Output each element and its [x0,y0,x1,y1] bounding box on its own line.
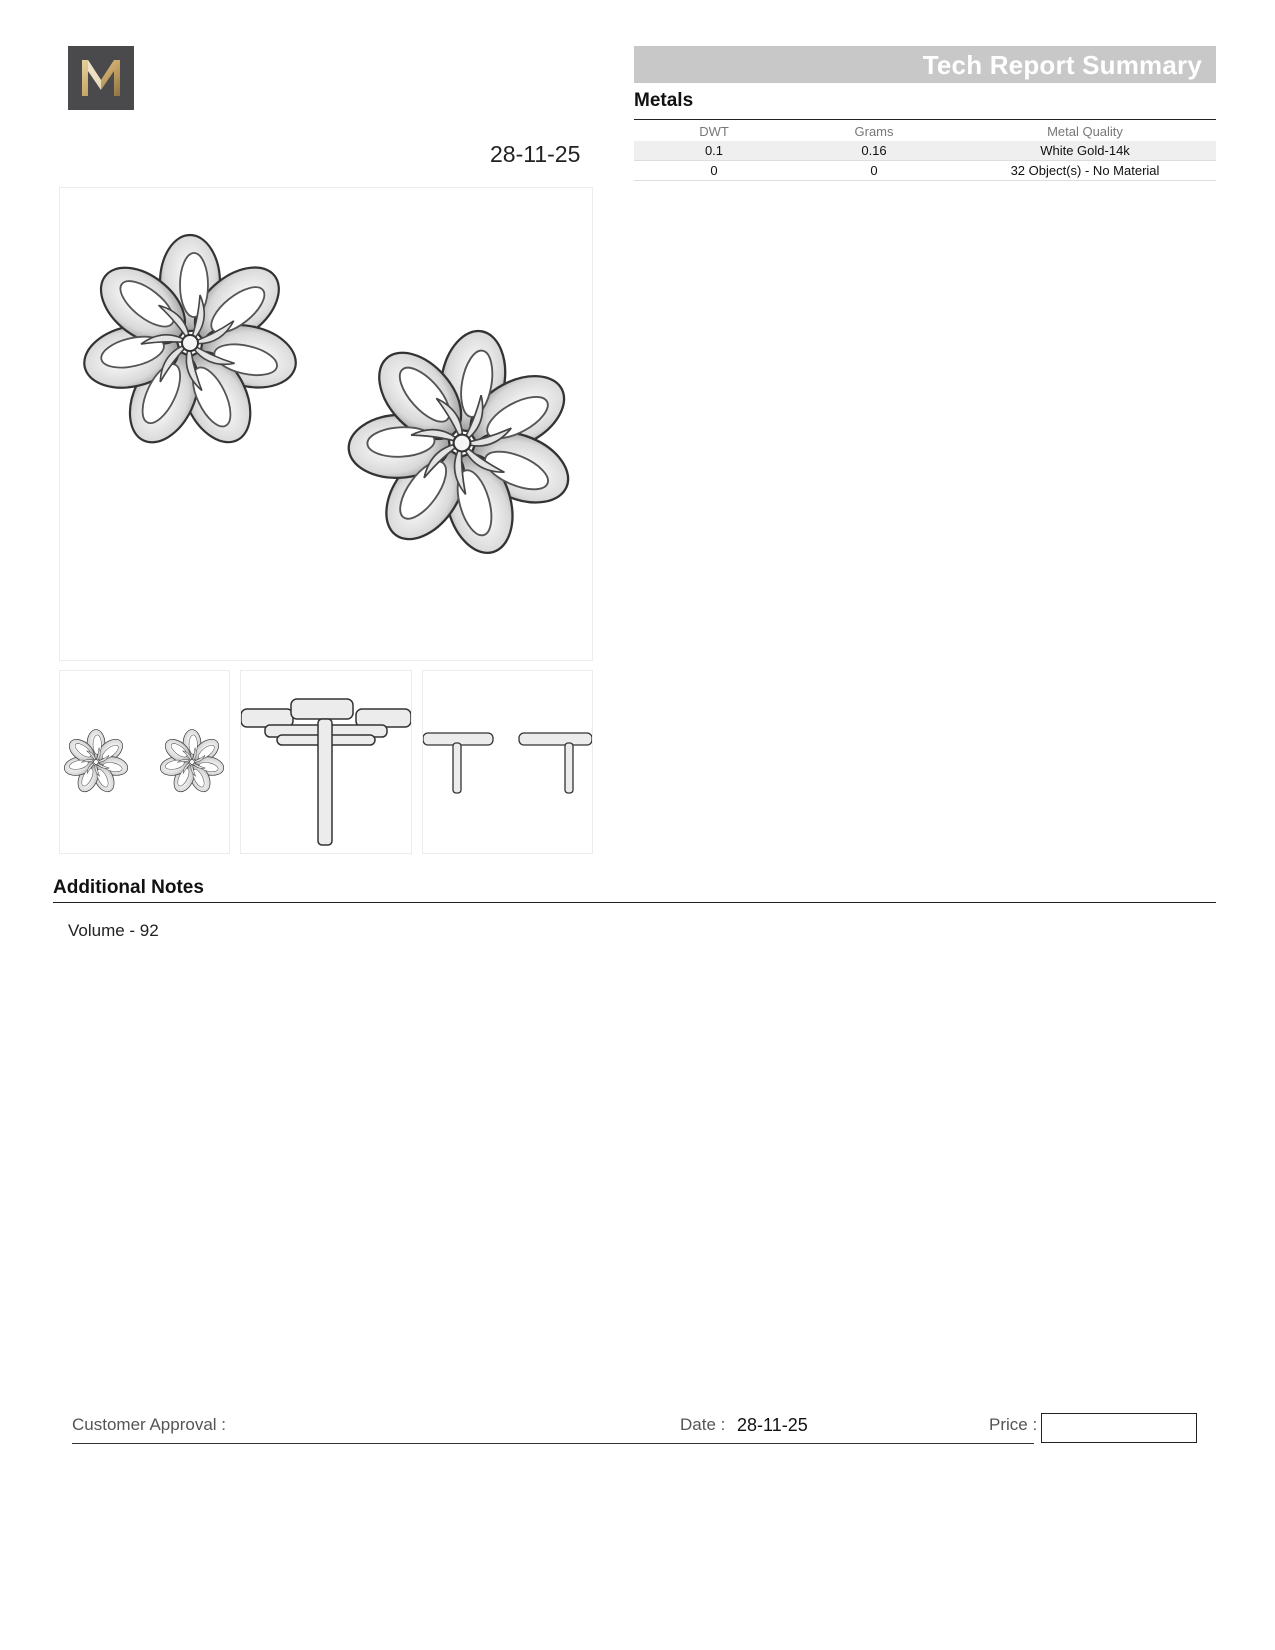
cell-dwt: 0.1 [634,141,794,161]
cell-metal-quality: 32 Object(s) - No Material [954,161,1216,181]
thumbnail-top-view[interactable] [59,670,230,854]
side-view-image [241,671,411,853]
table-row [634,161,1216,181]
approval-date-value: 28-11-25 [737,1415,808,1435]
thumbnail-front-view[interactable] [422,670,593,854]
price-field[interactable] [1041,1413,1197,1443]
notes-divider [53,902,1216,903]
metals-table [634,121,1216,181]
cell-grams: 0 [794,161,954,181]
cell-dwt: 0 [634,161,794,181]
notes-text: Volume - 92 [68,921,159,940]
signature-line[interactable] [72,1443,1034,1444]
notes-heading: Additional Notes [53,877,204,898]
column-header-grams: Grams [854,123,894,139]
m-logo-icon [68,46,134,110]
report-title-bar [634,46,1216,83]
company-logo [68,46,134,110]
cell-metal-quality: White Gold-14k [954,141,1216,161]
thumbnail-side-view[interactable] [240,670,412,854]
cell-grams: 0.16 [794,141,954,161]
column-header-metal-quality: Metal Quality [1047,123,1123,139]
approval-date-label: Date : [680,1415,726,1434]
report-date: 28-11-25 [490,141,581,167]
flower-earrings-image [60,188,592,660]
metals-heading: Metals [634,90,694,111]
table-row [634,141,1216,161]
customer-approval-label: Customer Approval : [72,1415,227,1434]
report-title: Tech Report Summary [922,50,1202,80]
front-view-image [423,671,592,853]
main-product-view [59,187,593,661]
top-view-image [60,671,229,853]
price-label: Price : [989,1415,1038,1434]
metals-divider [634,119,1216,120]
column-header-dwt: DWT [699,123,729,139]
